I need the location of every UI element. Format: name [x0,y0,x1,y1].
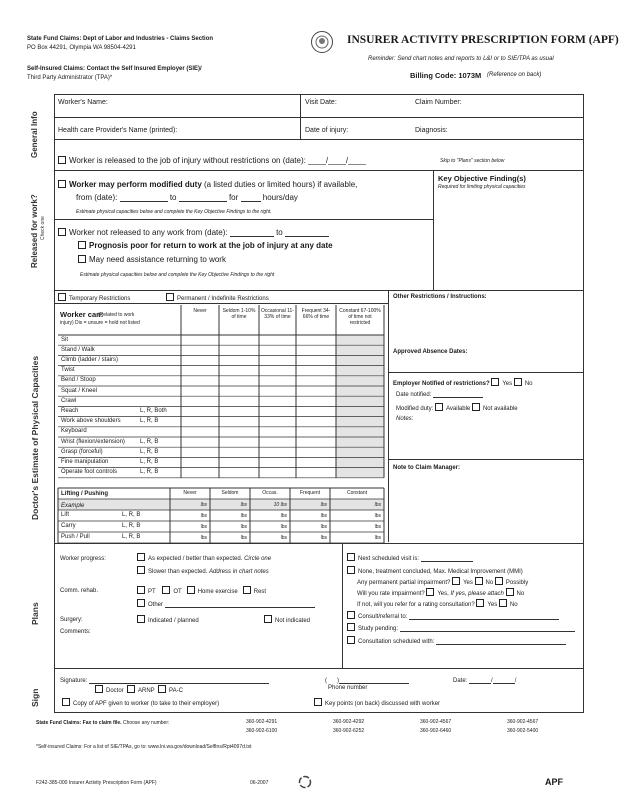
date-of-injury-label: Date of injury: [305,127,349,134]
surgery-indicated-checkbox[interactable] [137,615,145,623]
capacity-row-side-note: L, R, B [140,458,159,465]
worker-can-note2: injury) Dis = unsure = hold not listed [60,320,140,326]
rating-consult-question: If not, will you refer for a rating consultation? Yes No [357,599,518,608]
capacity-row-label: Grasp (forceful) [61,448,103,455]
capacity-row-label: Bend / Stoop [61,377,96,384]
release-option-1-note: Skip to "Plans" section below [440,158,505,164]
capacity-row-side-note: L, R, B [140,438,159,445]
billing-note: (Reference on back) [487,72,542,78]
lift-example-value: lbs [320,502,327,508]
fax-number: 360-902-6460 [420,728,452,734]
lift-col-header: Occas. [262,490,278,496]
sf-claims-line1: State Fund Claims: Dept of Labor and Industries - Claims Section [27,36,214,42]
lift-unit: lbs [374,524,381,530]
visit-date-label: Visit Date: [305,99,337,106]
capacity-row-label: Climb (ladder / stairs) [61,356,119,363]
comments-label: Comments: [60,629,91,635]
form-revision: 06-2007 [250,780,269,786]
lift-row-side-note: L, R, B [122,523,141,529]
fax-number: 360-902-4291 [246,719,278,725]
section-sign: Sign [30,688,40,707]
fax-number: 360-902-6252 [333,728,365,734]
si-footer-note: *Self-insured Claims: For a list of SIE/TPAs, go to: www.lni.wa.gov/download/SelfIns/Rpt4097d.txt [36,744,252,750]
section-released: Released for work? [30,194,39,268]
arnp-checkbox[interactable] [127,685,135,693]
capacity-col-header: Constant 67-100% of time not restricted [339,308,381,326]
key-findings-sub: Required for limiting physical capacities [438,184,526,190]
lift-unit: lbs [374,513,381,519]
capacity-row-label: Reach [61,407,79,414]
billing-code: Billing Code: 1073M [410,71,482,80]
phone-field[interactable]: ( ) [325,676,409,684]
copy-given[interactable]: Copy of APF given to worker (to take to their employer) [62,698,219,707]
not-available-checkbox[interactable] [472,403,480,411]
claim-manager-label: Note to Claim Manager: [393,465,461,471]
ppi-possibly-checkbox[interactable] [495,577,503,585]
study-pending[interactable]: Study pending: [347,623,575,632]
claim-number-label: Claim Number: [415,99,462,106]
provider-type: Doctor ARNP PA-C [95,685,183,694]
release-option-1[interactable]: Worker is released to the job of injury without restrictions on (date): ____/____/____ [58,156,366,165]
surgery-label: Surgery: [60,617,83,623]
surgery-indicated[interactable]: Indicated / planned [137,615,199,624]
surgery-not-indicated-checkbox[interactable] [264,615,272,623]
progress-slower[interactable]: Slower than expected. Address in chart notes [137,566,269,575]
capacity-row-side-note: L, R, B [140,448,159,455]
ppi-yes-checkbox[interactable] [452,577,460,585]
release-option-3[interactable]: Worker not released to any work from (date): to [58,228,329,237]
section-general-info: General Info [30,111,39,158]
capacity-row-label: Twist [61,367,75,374]
worker-progress-label: Worker progress: [60,556,106,562]
sf-claims-line2: PO Box 44291, Olympia WA 98504-4291 [27,45,136,51]
home-exercise-checkbox[interactable] [187,586,195,594]
not-released-note: Estimate physical capacities below and complete the Key Objective Findings to the right [80,272,275,278]
worker-name-label: Worker's Name: [58,99,108,106]
needs-assistance[interactable]: May need assistance returning to work [78,255,226,264]
lift-example-value: lbs [200,502,207,508]
fax-number: 360-902-5400 [507,728,539,734]
lift-unit: lbs [320,535,327,541]
capacity-row-label: Crawl [61,397,77,404]
lift-unit: lbs [320,524,327,530]
lift-unit: lbs [280,524,287,530]
lift-col-header: Seldom [221,490,239,496]
lift-unit: lbs [374,535,381,541]
next-visit[interactable]: Next scheduled visit is: [347,553,473,562]
modified-duty-availability: Modified duty: Available Not available [396,403,518,412]
modified-duty-note: Estimate physical capacities below and complete the Key Objective Findings to the right. [76,209,272,215]
capacity-row-label: Fine manipulation [61,458,109,465]
capacity-row-label: Work above shoulders [61,418,121,425]
capacity-row-label: Sit [61,336,69,343]
comm-rehab-label: Comm. rehab. [60,588,99,594]
other-restrictions-title: Other Restrictions / Instructions: [393,294,487,300]
rehab-other[interactable]: Other [137,599,315,608]
consult-no-checkbox[interactable] [499,599,507,607]
lift-header: Lifting / Pushing [61,491,108,497]
lift-unit: lbs [280,513,287,519]
progress-slower-checkbox[interactable] [137,566,145,574]
reminder-note: Reminder: Send chart notes and reports to L&I or to SIE/TPA as usual [368,56,554,62]
rest-checkbox[interactable] [243,586,251,594]
lift-unit: lbs [200,535,207,541]
temp-restrictions[interactable]: Temporary Restrictions [58,293,130,302]
lift-example-value: 10 lbs [273,502,287,508]
capacity-col-header: Occasional 11-33% of time [261,308,294,320]
consult-scheduled[interactable]: Consultation scheduled with: [347,636,566,645]
lift-col-header: Never [183,490,197,496]
employer-notified: Employer Notified of restrictions? Yes No [393,378,533,387]
doctor-checkbox[interactable] [95,685,103,693]
lift-unit: lbs [240,535,247,541]
key-findings-title: Key Objective Finding(s) [438,174,526,183]
worker-can-label: Worker can: [60,310,104,319]
capacity-row-label: Wrist (flexion/extension) [61,438,125,445]
surgery-not-indicated[interactable]: Not indicated [264,615,310,624]
progress-as-expected-checkbox[interactable] [137,553,145,561]
capacity-row-side-note: L, R, B [140,469,159,476]
section-plans: Plans [30,602,40,625]
rehab-options: PT OT Home exercise Rest [137,586,266,595]
recycle-icon [298,775,312,791]
prognosis-poor[interactable]: Prognosis poor for return to work at the job of injury at any date [78,241,333,250]
capacity-col-header: Frequent 34-66% of time [301,308,331,320]
mmi-option[interactable]: None, treatment concluded, Max. Medical Improvement (MMI) [347,566,523,575]
example-label: Example [61,503,85,509]
form-code: APF [545,777,563,787]
form-id: F242-385-000 Insurer Activity Prescription Form (APF) [36,780,157,786]
capacity-row-label: Operate foot controls [61,469,118,476]
rate-no-checkbox[interactable] [506,588,514,596]
rate-yes-checkbox[interactable] [426,588,434,596]
lift-col-header: Frequent [299,490,320,496]
study-pending-checkbox[interactable] [347,623,355,631]
si-claims-line1: Self-Insured Claims: Contact the Self Insured Employer (SIE)/ [27,66,202,72]
ppi-no-checkbox[interactable] [475,577,483,585]
perm-restrictions[interactable]: Permanent / Indefinite Restrictions [166,293,269,302]
provider-name-label: Health care Provider's Name (printed): [58,127,178,134]
next-visit-checkbox[interactable] [347,553,355,561]
fax-number: 360-902-4567 [420,719,452,725]
consult-referral[interactable]: Consult/referral to: [347,611,559,620]
section-capacities: Doctor's Estimate of Physical Capacities [30,355,40,520]
capacity-row-side-note: L, R, Both [140,407,167,414]
lift-unit: lbs [200,513,207,519]
capacity-row-label: Squat / Kneel [61,387,98,394]
other-rehab-checkbox[interactable] [137,599,145,607]
consult-yes-checkbox[interactable] [476,599,484,607]
lift-example-value: lbs [374,502,381,508]
release-option-2[interactable]: Worker may perform modified duty (a listed duties or limited hours) if available, [58,180,357,189]
lift-row-label: Push / Pull [61,534,90,540]
lift-unit: lbs [280,535,287,541]
phone-label: Phone number [328,685,368,691]
date-notified: Date notified: [396,390,483,398]
employer-no-checkbox[interactable] [514,378,522,386]
lift-col-header: Constant [346,490,367,496]
capacity-col-header: Never [193,308,207,314]
key-points-discussed[interactable]: Key points (on back) discussed with worker [314,698,440,707]
form-title: INSURER ACTIVITY PRESCRIPTION FORM (APF) [347,34,619,46]
lift-row-side-note: L, R, B [122,534,141,540]
lift-row-label: Carry [61,523,76,529]
will-rate-question: Will you rate impairment? Yes, If yes, please attach No [357,588,524,597]
worker-can-note: (Related to work [98,312,135,318]
lift-row-label: Lift [61,512,70,518]
ot-checkbox[interactable] [162,586,170,594]
ppi-question: Any permanent partial impairment? Yes No Possibly [357,577,528,586]
si-claims-line2: Third Party Administrator (TPA)* [27,75,113,81]
signature-label: Signature: [60,676,269,684]
lift-example-value: lbs [240,502,247,508]
capacity-row-label: Keyboard [61,428,87,435]
sign-date[interactable]: Date: / / [453,678,517,684]
section-released-sub: Check one [40,216,46,240]
sf-fax-note: State Fund Claims: Fax to claim file. Choose any number: [36,720,170,726]
employer-yes-checkbox[interactable] [491,378,499,386]
lift-row-side-note: L, R, B [122,512,141,518]
fax-number: 360-902-4567 [507,719,539,725]
lift-unit: lbs [320,513,327,519]
progress-as-expected[interactable]: As expected / better than expected. Circle one [137,553,271,562]
available-checkbox[interactable] [435,403,443,411]
copy-given-checkbox[interactable] [62,698,70,706]
lift-unit: lbs [240,513,247,519]
absence-dates-label: Approved Absence Dates: [393,349,468,355]
fax-number: 360-902-6100 [246,728,278,734]
consult-scheduled-checkbox[interactable] [347,636,355,644]
pt-checkbox[interactable] [137,586,145,594]
modified-duty-dates: from (date): to for hours/day [76,193,298,202]
notes-label: Notes: [396,416,414,422]
capacity-col-header: Seldom 1-10% of time [222,308,256,320]
key-points-checkbox[interactable] [314,698,322,706]
capacity-row-side-note: L, R, B [140,418,159,425]
fax-number: 360-902-4292 [333,719,365,725]
lift-unit: lbs [200,524,207,530]
pac-checkbox[interactable] [158,685,166,693]
consult-referral-checkbox[interactable] [347,611,355,619]
diagnosis-label: Diagnosis: [415,127,448,134]
mmi-checkbox[interactable] [347,566,355,574]
lift-unit: lbs [240,524,247,530]
capacity-row-label: Stand / Walk [61,346,95,353]
